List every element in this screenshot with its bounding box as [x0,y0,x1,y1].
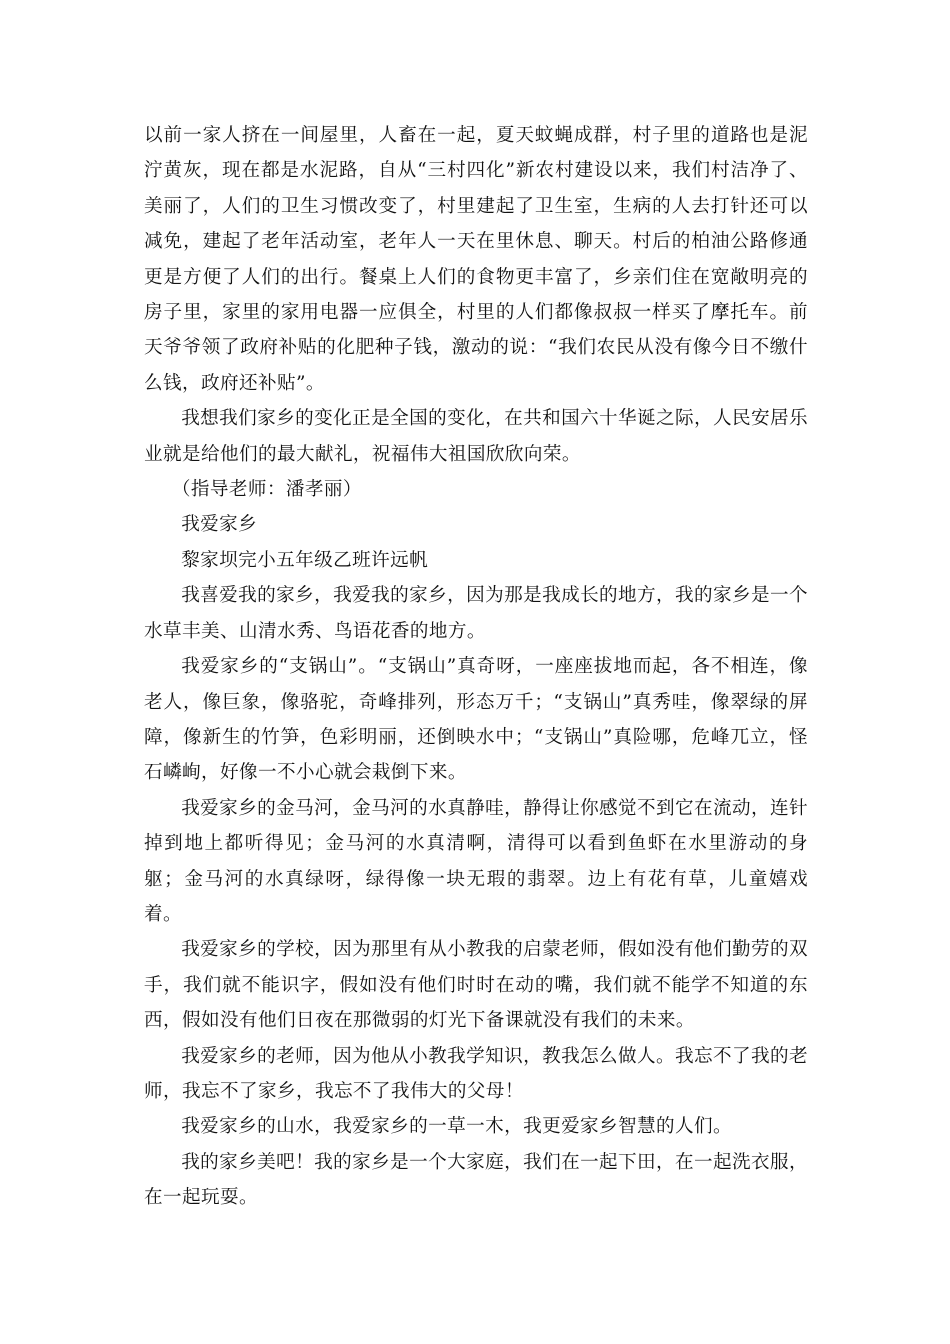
paragraph-jinma-river: 我爱家乡的金马河，金马河的水真静哇，静得让你感觉不到它在流动，连针掉到地上都听得见；金马河的水真清啊，清得可以看到鱼虾在水里游动的身躯；金马河的水真绿呀，绿得像一块无瑕的翡翠。边上有花有草，儿童嬉戏着。 [144,797,808,925]
paragraph-love-hometown: 我喜爱我的家乡，我爱我的家乡，因为那是我成长的地方，我的家乡是一个水草丰美、山清水秀、鸟语花香的地方。 [144,585,808,642]
instructor-credit: （指导老师：潘孝丽） [171,479,362,501]
essay-author: 黎家坝完小五年级乙班许远帆 [181,549,429,571]
paragraph-school: 我爱家乡的学校，因为那里有从小教我的启蒙老师，假如没有他们勤劳的双手，我们就不能识字，假如没有他们时时在动的嘴，我们就不能学不知道的东西，假如没有他们日夜在那微弱的灯光下备课就没有我们的未来。 [144,939,808,1032]
essay-title: 我爱家乡 [181,514,258,536]
paragraph-national-change: 我想我们家乡的变化正是全国的变化，在共和国六十华诞之际，人民安居乐业就是给他们的最大献礼，祝福伟大祖国欣欣向荣。 [144,408,808,465]
paragraph-big-family: 我的家乡美吧！我的家乡是一个大家庭，我们在一起下田，在一起洗衣服，在一起玩耍。 [144,1151,808,1209]
paragraph-landscape: 我爱家乡的山水，我爱家乡的一草一木，我更爱家乡智慧的人们。 [181,1116,733,1138]
paragraph-zhiguo-mountain: 我爱家乡的“支锅山”。“支锅山”真奇呀，一座座拔地而起，各不相连，像老人，像巨象，像骆驼，奇峰排列，形态万千；“支锅山”真秀哇，像翠绿的屏障，像新生的竹笋，色彩明丽，还倒映水中；“支锅山”真险哪，危峰兀立，怪石嶙峋，好像一不小心就会栽倒下来。 [144,656,808,784]
paragraph-village-changes: 以前一家人挤在一间屋里，人畜在一起，夏天蚊蝇成群，村子里的道路也是泥泞黄灰，现在都是水泥路，自从“三村四化”新农村建设以来，我们村洁净了、美丽了，人们的卫生习惯改变了，村里建起了卫生室，生病的人去打针还可以减免，建起了老年活动室，老年人一天在里休息、聊天。村后的柏油公路修通更是方便了人们的出行。餐桌上人们的食物更丰富了，乡亲们住在宽敞明亮的房子里，家里的家用电器一应俱全，村里的人们都像叔叔一样买了摩托车。前天爷爷领了政府补贴的化肥种子钱，激动的说：“我们农民从没有像今日不缴什么钱，政府还补贴”。 [144,125,808,394]
paragraph-teacher: 我爱家乡的老师，因为他从小教我学知识，教我怎么做人。我忘不了我的老师，我忘不了家乡，我忘不了我伟大的父母！ [144,1045,808,1102]
document-page [144,118,808,1216]
